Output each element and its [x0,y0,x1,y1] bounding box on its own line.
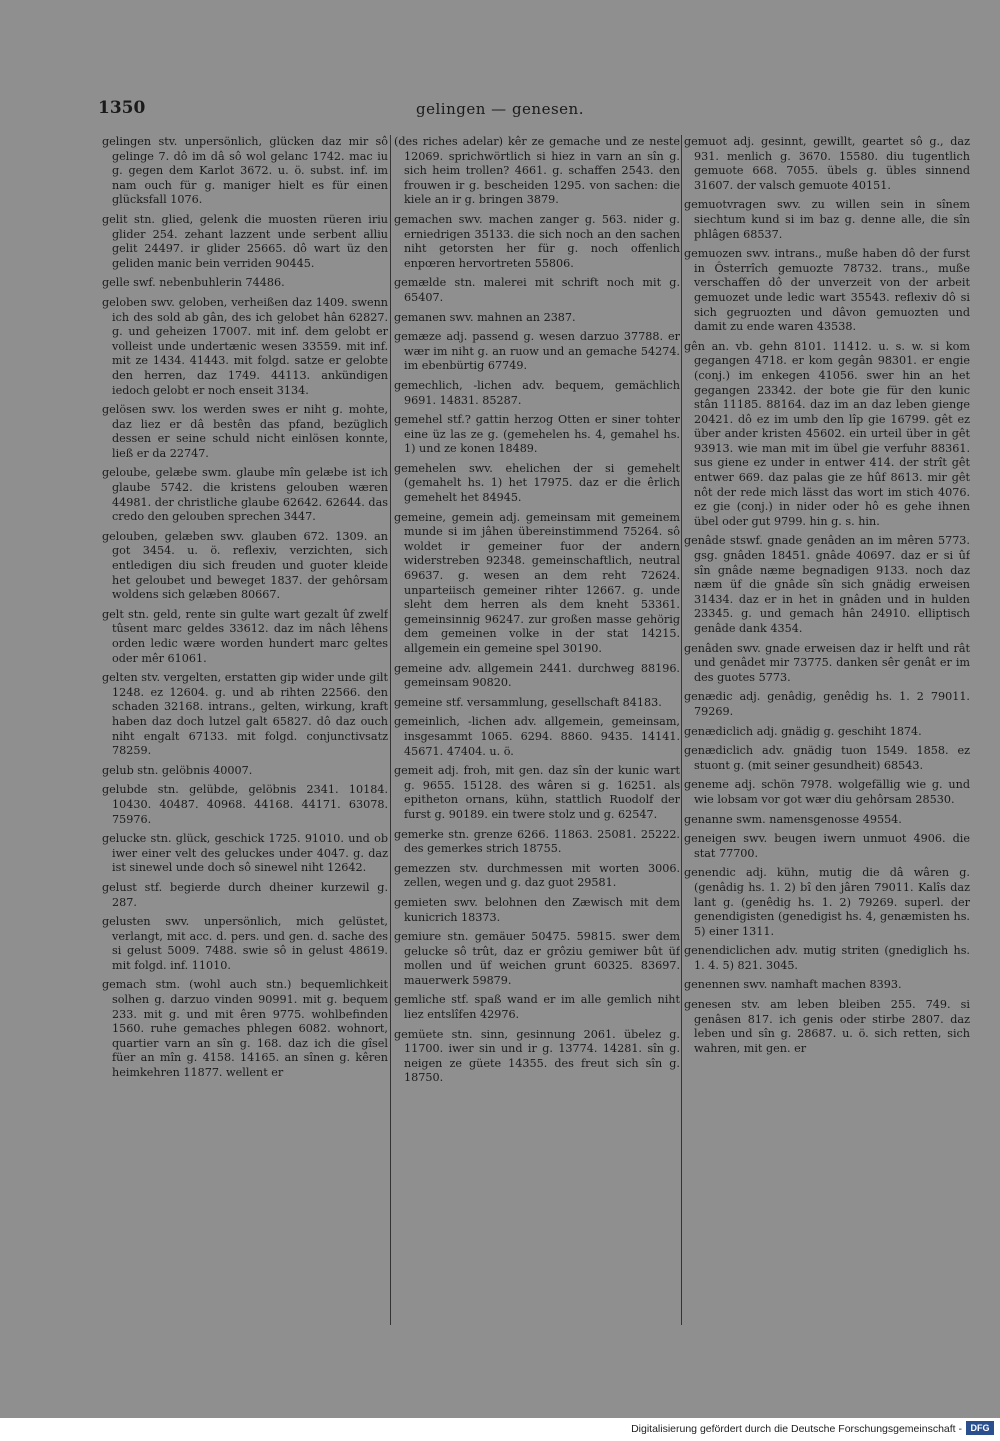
dictionary-entry: geneigen swv. beugen iwern unmuot 4906. die stat 77700. [684,832,970,860]
dictionary-entry: geloube, gelæbe swm. glaube mîn gelæbe ist ich glaube 5742. die kristens gelouben wæren 44981. der christliche glaube 62642. 62644. das credo den gelouben sprechen 3447. [102,466,388,524]
dictionary-entry: genesen stv. am leben bleiben 255. 749. si genâsen 817. ich genis oder stirbe 2807. daz leben und sîn g. 28687. u. ö. sich retten, sich wahren, mit gen. er [684,998,970,1055]
dictionary-entry: gelt stn. geld, rente sin gulte wart gezalt ûf zwelf tûsent marc geldes 33612. daz im nâch lêhens orden ledic wære worden hundert marc geltes oder mêr 61061. [102,607,388,665]
dictionary-entry: gemach stm. (wohl auch stn.) bequemlichkeit solhen g. darzuo vinden 90991. mit g. bequem 233. mit g. und mit êren 9775. wohlbefinden 1560. ruhe gemaches phlegen 6082. wohnort, quartier varn an sîn g. 168. daz ich die gîsel füer an mîn g. 4158. 14165. an sînen g. kêren heimkehren 11877. wellent er [102,978,388,1080]
dictionary-entry: gemliche stf. spaß wand er im alle gemlich niht liez entslîfen 42976. [394,993,680,1022]
dictionary-entry: gelusten swv. unpersönlich, mich gelüstet, verlangt, mit acc. d. pers. und gen. d. sache des si gelust 5009. 7488. swie sô in gelust 48619. mit folgd. inf. 11010. [102,915,388,972]
funding-credit: Digitalisierung gefördert durch die Deutsche Forschungsgemeinschaft - [631,1423,962,1435]
column-1 [102,135,388,1335]
dictionary-entry: gelucke stn. glück, geschick 1725. 91010. und ob iwer einer velt des geluckes under 4047. g. daz ist sinewel unde doch sô sinewel niht 12642. [102,832,388,875]
dictionary-entry: gelubde stn. gelübde, gelöbnis 2341. 10184. 10430. 40487. 40968. 44168. 44171. 63078. 75976. [102,783,388,826]
column-divider [390,135,391,1325]
page-header [0,98,1000,122]
dictionary-entry: gên an. vb. gehn 8101. 11412. u. s. w. si kom gegangen 4718. er kom gegân 98301. er engie (conj.) im enkegen 41056. swer hin an het gegangen 23342. der bote gie für den kunic stân 11185. 88164. daz im an daz leben gienge 20421. dô ez im umb den lîp gie 16799. gêt ez über ander kristen 45602. ein urteil über in gêt 93913. wie man mit im übel gie verfuhr 88361. sus giene ez under in entwer 414. der strît gêt entwer 669. daz palas gie ze hûf 8613. mir gêt nôt der rede mich lässt das wort im stich 4076. ez gie (conj.) in nider oder hô es gehe ihnen übel oder gut 9799. hin g. s. hin. [684,339,970,528]
column-3 [684,135,970,1335]
dictionary-entry: gemehelen swv. ehelichen der si gemehelt (gemahelt hs. 1) het 17975. daz er die êrlich gemehelt het 84945. [394,461,680,505]
dfg-logo: DFG [966,1421,994,1435]
dictionary-entry: gemehel stf.? gattin herzog Otten er siner tohter eine üz las ze g. (gemehelen hs. 4, gemahel hs. 1) und ze konen 18489. [394,413,680,456]
page-number: 1350 [98,98,146,118]
dictionary-entry: gemuozen swv. intrans., muße haben dô der furst in Ôsterrîch gemuozte 78732. trans., muße verschaffen dô der unverzeit von der arbeit gemuozet unde ledic wart 35543. reflexiv dô si sich gegruozten und dâvon gemuozten und damit zu ende waren 43538. [684,247,970,334]
dictionary-entry: gelle swf. nebenbuhlerin 74486. [102,276,285,290]
dictionary-entry: genanne swm. namensgenosse 49554. [684,812,902,826]
dictionary-entry: gemæze adj. passend g. wesen darzuo 37788. er wær im niht g. an ruow und an gemache 54274. im ebenbürtig 67749. [394,330,680,373]
dictionary-entry: gemerke stn. grenze 6266. 11863. 25081. 25222. des gemerkes strich 18755. [394,827,680,856]
footer-bar [0,1418,1000,1441]
dictionary-entry: gemezzen stv. durchmessen mit worten 3006. zellen, wegen und g. daz guot 29581. [394,861,680,890]
dictionary-entry: gemachen swv. machen zanger g. 563. nider g. erniedrigen 35133. die sich noch an den sachen niht getorsten her für g. noch offenlich enpœren hervortreten 55806. [394,212,680,270]
dictionary-entry: gemanen swv. mahnen an 2387. [394,310,576,324]
dictionary-entry: gelit stn. glied, gelenk die muosten rüeren iriu glider 254. zehant lazzent unde serbent alliu gelit 24497. ir glider 25665. dô wart üz den geliden manic bein verriden 90445. [102,212,388,270]
running-head: gelingen — genesen. [416,100,584,118]
dictionary-entry: genædiclich adv. gnädig tuon 1549. 1858. ez stuont g. (mit seiner gesundheit) 68543. [684,744,970,772]
dictionary-entry: gelub stn. gelöbnis 40007. [102,763,253,777]
dictionary-entry: genendiclichen adv. mutig striten (gnediglich hs. 1. 4. 5) 821. 3045. [684,944,970,972]
dictionary-entry: gelouben, gelæben swv. glauben 672. 1309. an got 3454. u. ö. reflexiv, verzichten, sich entledigen diu sich freuden und guoter kleide het geloubet und beweget 1837. der gehôrsam woldens sich gelæben 80667. [102,529,388,602]
dictionary-entry: gemuotvragen swv. zu willen sein in sînem siechtum kund si im baz g. denne alle, die sîn phlâgen 68537. [684,198,970,241]
dictionary-entry: gelösen swv. los werden swes er niht g. mohte, daz liez er dâ bestên das pfand, bezüglich dessen er seine schuld nicht einlösen konnte, ließ er da 22747. [102,403,388,460]
dictionary-entry: gemælde stn. malerei mit schrift noch mit g. 65407. [394,276,680,304]
dictionary-entry: gemiure stn. gemäuer 50475. 59815. swer dem gelucke sô trût, daz er grôziu gemiwer bût üf mollen und üf weichen grunt 60325. 83697. mauerwerk 59879. [394,930,680,987]
dictionary-entry: gemieten swv. belohnen den Zæwisch mit dem kunicrich 18373. [394,895,680,924]
dictionary-entry: genædiclich adj. gnädig g. geschiht 1874. [684,724,922,738]
column-2 [394,135,680,1335]
dictionary-entry: geloben swv. geloben, verheißen daz 1409. swenn ich des sold ab gân, des ich gelobet hân 62827. g. und geheizen 17007. mit inf. dem gelobt er volleist unde undertænic wesen 33559. mit inf. mit ze 1434. 41443. mit folgd. satze er gelobte den herren, daz 1749. 44113. ankündigen iedoch gelobt er noch enseit 3134. [102,295,388,397]
dictionary-entry: genædic adj. genâdig, genêdig hs. 1. 2 79011. 79269. [684,690,970,718]
dictionary-entry: gemeine, gemein adj. gemeinsam mit gemeinem munde si im jâhen übereinstimmend 75264. sô woldet ir gemeiner fuor der andern widerstreben 92348. gemeinschaftlich, neutral 69637. g. wesen an dem reht 72624. unparteiisch gemeiner rihter 12667. g. unde sleht dem herren als dem kneht 53361. gemeinsinnig 96247. zur großen masse gehörig dem gemeinen volke in der stat 14215. allgemein ein gemeine spel 30190. [394,510,680,655]
dictionary-entry: gelust stf. begierde durch dheiner kurzewil g. 287. [102,880,388,909]
column-divider [681,135,682,1325]
dictionary-entry: genâden swv. gnade erweisen daz ir helft und rât und genâdet mir 73775. danken sêr genât er im des guotes 5773. [684,641,970,684]
dictionary-entry: geneme adj. schön 7978. wolgefällig wie g. und wie lobsam vor got wær diu gehôrsam 28530. [684,778,970,806]
dictionary-entry: gemeine adv. allgemein 2441. durchweg 88196. gemeinsam 90820. [394,661,680,690]
dictionary-entry: gemeinlich, -lichen adv. allgemein, gemeinsam, insgesammt 1065. 6294. 8860. 9435. 14141. 45671. 47404. u. ö. [394,715,680,758]
dictionary-entry: genennen swv. namhaft machen 8393. [684,978,902,992]
dictionary-entry: gemüete stn. sinn, gesinnung 2061. übelez g. 11700. iwer sin und ir g. 13774. 14281. sîn g. neigen ze güete 14355. des freut sich sîn g. 18750. [394,1027,680,1085]
dictionary-entry: (des riches adelar) kêr ze gemache und ze neste 12069. sprichwörtlich si hiez in varn an sîn g. sich heim trollen? 4661. g. schaffen 2543. den frouwen ir g. bescheiden 1295. von sachen: die kiele an ir g. bringen 3879. [394,135,680,207]
dictionary-entry: gemuot adj. gesinnt, gewillt, geartet sô g., daz 931. menlich g. 3670. 15580. diu tugentlich gemuote 668. 7055. übels g. übles sinnend 31607. der valsch gemuote 40151. [684,135,970,192]
dictionary-entry: genendic adj. kühn, mutig die dâ wâren g. (genâdig hs. 1. 2) bî den jâren 79011. Kalîs daz lant g. (genêdig hs. 1. 2) 79269. superl. der genendigisten (genedigist hs. 4, genæmisten hs. 5) einer 1311. [684,866,970,938]
dictionary-entry: genâde stswf. gnade genâden an im mêren 5773. gsg. gnâden 18451. gnâde 40697. daz er si ûf sîn gnâde næme begnadigen 9133. noch daz næm üf die gnâde sîn sich gnädig erweisen 31434. daz er in het in gnâden und in hulden 23345. g. und gemach hân 24910. elliptisch genâde dank 4354. [684,534,970,635]
dictionary-entry: gelingen stv. unpersönlich, glücken daz mir sô gelinge 7. dô im dâ sô wol gelanc 1742. mac iu g. gegen dem Karlot 3672. u. ö. subst. inf. im nam ouch für g. maniger hielt es für einen glücksfall 1076. [102,135,388,207]
dictionary-entry: gemechlich, -lichen adv. bequem, gemächlich 9691. 14831. 85287. [394,378,680,407]
dictionary-entry: gemeit adj. froh, mit gen. daz sîn der kunic wart g. 9655. 15128. des wâren si g. 16251. als epitheton ornans, kühn, stattlich Ruodolf der furst g. 90189. ein twere stolz und g. 62547. [394,764,680,821]
dictionary-entry: gelten stv. vergelten, erstatten gip wider unde gilt 1248. ez 12604. g. und ab rihten 22566. den schaden 32168. intrans., gelten, wirkung, kraft haben daz doch lutzel galt 65827. dô daz ouch niht engalt 67133. mit folgd. conjunctivsatz 78259. [102,671,388,758]
dictionary-entry: gemeine stf. versammlung, gesellschaft 84183. [394,695,662,709]
